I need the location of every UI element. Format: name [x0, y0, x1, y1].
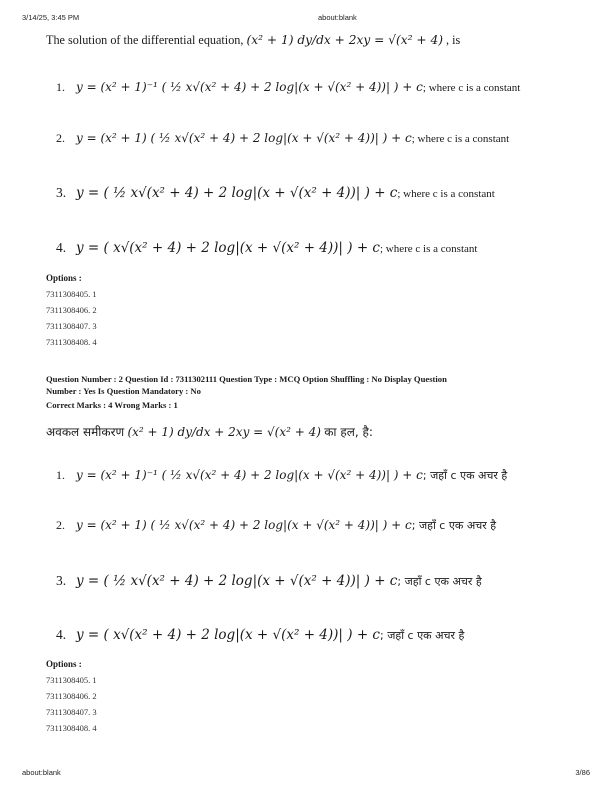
option-number: 2.	[56, 131, 65, 145]
option-number: 3.	[56, 573, 67, 588]
option-code: 7311308408. 4	[46, 723, 97, 733]
options-label-hi: Options :	[46, 659, 82, 669]
option-hi-2	[56, 518, 496, 533]
footer-url: about:blank	[22, 768, 61, 777]
option-tail: ; जहाँ c एक अचर है	[411, 519, 497, 532]
option-expression: y = (x² + 1)⁻¹ ( ½ x√(x² + 4) + 2 log|(x + √(x² + 4))| ) + c	[76, 468, 423, 482]
option-code: 7311308405. 1	[46, 289, 97, 299]
option-expression: y = ( ½ x√(x² + 4) + 2 log|(x + √(x² + 4))| ) + c	[76, 185, 398, 201]
option-number: 4.	[56, 627, 67, 642]
option-code: 7311308406. 2	[46, 691, 97, 701]
option-number: 3.	[56, 185, 67, 200]
option-hi-4	[56, 627, 464, 643]
option-number: 2.	[56, 518, 65, 532]
option-tail: ; where c is a constant	[380, 243, 478, 255]
option-tail: ; जहाँ c एक अचर है	[397, 575, 482, 588]
option-en-1	[56, 80, 520, 95]
option-en-4	[56, 240, 477, 256]
question-hi-suffix: का हल, है:	[324, 425, 373, 439]
option-expression: y = (x² + 1) ( ½ x√(x² + 4) + 2 log|(x + √(x² + 4))| ) + c	[76, 131, 412, 145]
print-timestamp: 3/14/25, 3:45 PM	[22, 13, 80, 22]
question-en-intro: The solution of the differential equation,	[46, 33, 244, 47]
option-tail: ; where c is a constant	[411, 133, 510, 145]
option-en-3	[56, 185, 495, 201]
option-hi-3	[56, 573, 482, 589]
option-number: 1.	[56, 468, 65, 482]
page-url: about:blank	[318, 13, 357, 22]
question-en-equation: (x² + 1) dy/dx + 2xy = √(x² + 4)	[246, 33, 443, 47]
option-tail: ; जहाँ c एक अचर है	[422, 469, 508, 482]
option-code: 7311308405. 1	[46, 675, 97, 685]
question-en-suffix: , is	[446, 33, 461, 47]
question-en-stem	[46, 33, 460, 48]
option-code: 7311308406. 2	[46, 305, 97, 315]
question-marks: Correct Marks : 4 Wrong Marks : 1	[46, 400, 178, 410]
page-header	[0, 13, 612, 25]
option-number: 1.	[56, 80, 65, 94]
option-code: 7311308407. 3	[46, 321, 97, 331]
question-meta-line1: Question Number : 2 Question Id : 7311302111 Question Type : MCQ Option Shuffling : No Display Question	[46, 374, 447, 384]
option-tail: ; जहाँ c एक अचर है	[380, 629, 465, 642]
option-expression: y = ( ½ x√(x² + 4) + 2 log|(x + √(x² + 4))| ) + c	[76, 573, 398, 589]
option-expression: y = ( x√(x² + 4) + 2 log|(x + √(x² + 4))| ) + c	[76, 627, 380, 643]
question-hi-equation: (x² + 1) dy/dx + 2xy = √(x² + 4)	[127, 425, 321, 439]
question-hi-stem	[46, 423, 373, 440]
option-tail: ; where c is a constant	[397, 188, 495, 200]
option-tail: ; where c is a constant	[422, 82, 521, 94]
question-meta-line2: Number : Yes Is Question Mandatory : No	[46, 386, 201, 396]
page-number: 3/86	[575, 768, 590, 777]
option-en-2	[56, 131, 509, 146]
option-expression: y = (x² + 1) ( ½ x√(x² + 4) + 2 log|(x + √(x² + 4))| ) + c	[76, 518, 412, 532]
options-label-en: Options :	[46, 273, 82, 283]
option-expression: y = (x² + 1)⁻¹ ( ½ x√(x² + 4) + 2 log|(x + √(x² + 4))| ) + c	[76, 80, 423, 94]
page-footer	[0, 768, 612, 780]
option-number: 4.	[56, 240, 67, 255]
option-code: 7311308407. 3	[46, 707, 97, 717]
question-hi-intro: अवकल समीकरण	[46, 425, 125, 439]
option-hi-1	[56, 468, 507, 483]
option-expression: y = ( x√(x² + 4) + 2 log|(x + √(x² + 4))| ) + c	[76, 240, 380, 256]
option-code: 7311308408. 4	[46, 337, 97, 347]
